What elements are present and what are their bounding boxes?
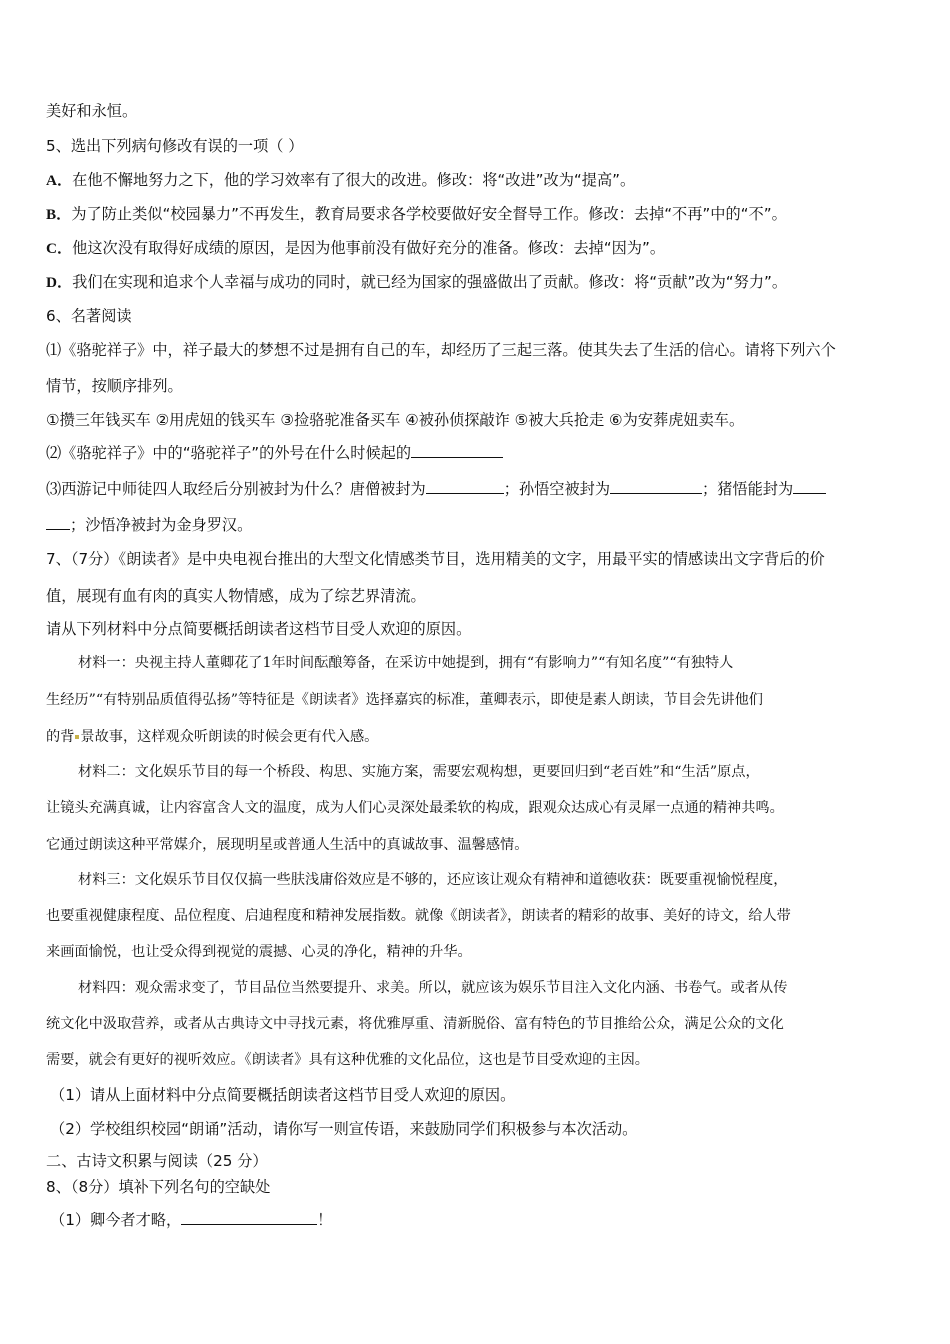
question-text: （1）卿今者才略， [50,1211,182,1229]
option-text: 他这次没有取得好成绩的原因，是因为他事前没有做好充分的准备。修改：去掉“因为”。 [72,239,666,257]
question-6-plot-list: ①攒三年钱买车 ②用虎妞的钱买车 ③捡骆驼准备买车 ④被孙侦探敲诈 ⑤被大兵抢走 ⑥为安葬虎妞卖车。 [46,411,745,429]
question-5-option-a [46,170,635,191]
question-7-instruction: 请从下列材料中分点简要概括朗读者这档节目受人欢迎的原因。 [46,620,472,638]
section-heading: 二、古诗文积累与阅读（25 分） [46,1152,268,1170]
question-8-stem: 8、（8分）填补下列名句的空缺处 [46,1178,271,1196]
material-text: 的背 [46,729,75,745]
answer-blank[interactable] [181,1210,317,1225]
question-6-part-2 [46,443,503,463]
question-text: ⑵《骆驼祥子》中的“骆驼祥子”的外号在什么时候起的 [46,444,412,462]
question-7-sub-1: （1）请从上面材料中分点简要概括朗读者这档节目受人欢迎的原因。 [50,1086,516,1104]
option-label: B． [46,206,72,223]
material-2-cont: 让镜头充满真诚，让内容富含人文的温度，成为人们心灵深处最柔软的构成，跟观众达成心有灵犀一点通的精神共鸣。 [46,800,784,816]
material-2-cont: 它通过朗读这种平常媒介，展现明星或普通人生活中的真诚故事、温馨感情。 [46,837,529,853]
material-2: 材料二：文化娱乐节目的每一个桥段、构思、实施方案，需要宏观构想，更要回归到“老百姓”和“生活”原点， [78,764,760,780]
answer-blank[interactable] [426,479,504,494]
material-4: 材料四：观众需求变了，节目品位当然要提升、求美。所以，就应该为娱乐节目注入文化内涵、书卷气。或者从传 [78,980,788,996]
question-5-option-b [46,204,787,225]
option-label: C． [46,240,73,257]
material-3-cont: 来画面愉悦，也让受众得到视觉的震撼、心灵的净化，精神的升华。 [46,944,472,960]
material-1-cont: 生经历”“有特别品质值得弘扬”等特征是《朗读者》选择嘉宾的标准，董卿表示，即使是素人朗读，节目会先讲他们 [46,692,763,708]
material-4-cont: 统文化中汲取营养，或者从古典诗文中寻找元素，将优雅厚重、清新脱俗、富有特色的节目推给公众，满足公众的文化 [46,1016,784,1032]
option-label: A． [46,172,73,189]
question-5-option-d [46,272,787,293]
question-7-sub-2: （2）学校组织校园“朗诵”活动，请你写一则宣传语，来鼓励同学们积极参与本次活动。 [50,1120,638,1138]
option-text: 为了防止类似“校园暴力”不再发生，教育局要求各学校要做好安全督导工作。修改：去掉“不再”中的“不”。 [71,205,787,223]
question-5-option-c [46,238,665,259]
question-7-stem: 7、（7分）《朗读者》是中央电视台推出的大型文化情感类节目，选用精美的文字，用最平实的情感读出文字背后的价 [46,550,825,568]
answer-blank[interactable] [411,443,503,458]
question-text: ；猪悟能封为 [702,480,794,498]
material-3-cont: 也要重视健康程度、品位程度、启迪程度和精神发展指数。就像《朗读者》，朗读者的精彩的故事、美好的诗文，给人带 [46,908,791,924]
text-line: 美好和永恒。 [46,102,138,120]
answer-blank[interactable] [46,515,70,530]
question-6-stem: 6、名著阅读 [46,307,132,325]
material-1: 材料一：央视主持人董卿花了1年时间酝酿筹备，在采访中她提到，拥有“有影响力”“有知名度”“有独特人 [78,655,734,671]
question-8-sub-1 [50,1210,332,1230]
material-1-cont [46,727,378,747]
question-6-part-1-cont: 情节，按顺序排列。 [46,377,183,395]
option-label: D． [46,274,73,291]
material-text: 景故事，这样观众听朗读的时候会更有代入感。 [80,729,379,745]
question-6-part-3 [46,479,826,499]
material-4-cont: 需要，就会有更好的视听效应。《朗读者》具有这种优雅的文化品位，这也是节目受欢迎的主因。 [46,1052,649,1068]
option-text: 在他不懈地努力之下，他的学习效率有了很大的改进。修改：将“改进”改为“提高”。 [72,171,636,189]
option-text: 我们在实现和追求个人幸福与成功的同时，就已经为国家的强盛做出了贡献。修改：将“贡献”改为“努力”。 [72,273,788,291]
question-text: ；沙悟净被封为金身罗汉。 [70,516,253,534]
answer-blank[interactable] [793,479,826,494]
answer-blank[interactable] [610,479,702,494]
question-7-stem-cont: 值，展现有血有肉的真实人物情感，成为了综艺界清流。 [46,587,426,605]
question-text: ⑶西游记中师徒四人取经后分别被封为什么？唐僧被封为 [46,480,426,498]
material-3: 材料三：文化娱乐节目仅仅搞一些肤浅庸俗效应是不够的，还应该让观众有精神和道德收获：既要重视愉悦程度， [78,872,788,888]
ink-dot [75,735,79,739]
question-text: ；孙悟空被封为 [503,480,610,498]
question-6-part-3-cont [46,515,252,535]
question-6-part-1: ⑴《骆驼祥子》中，祥子最大的梦想不过是拥有自己的车，却经历了三起三落。使其失去了生活的信心。请将下列六个 [46,341,836,359]
question-text: ！ [317,1211,333,1229]
question-5-stem: 5、选出下列病句修改有误的一项（ ） [46,137,304,155]
